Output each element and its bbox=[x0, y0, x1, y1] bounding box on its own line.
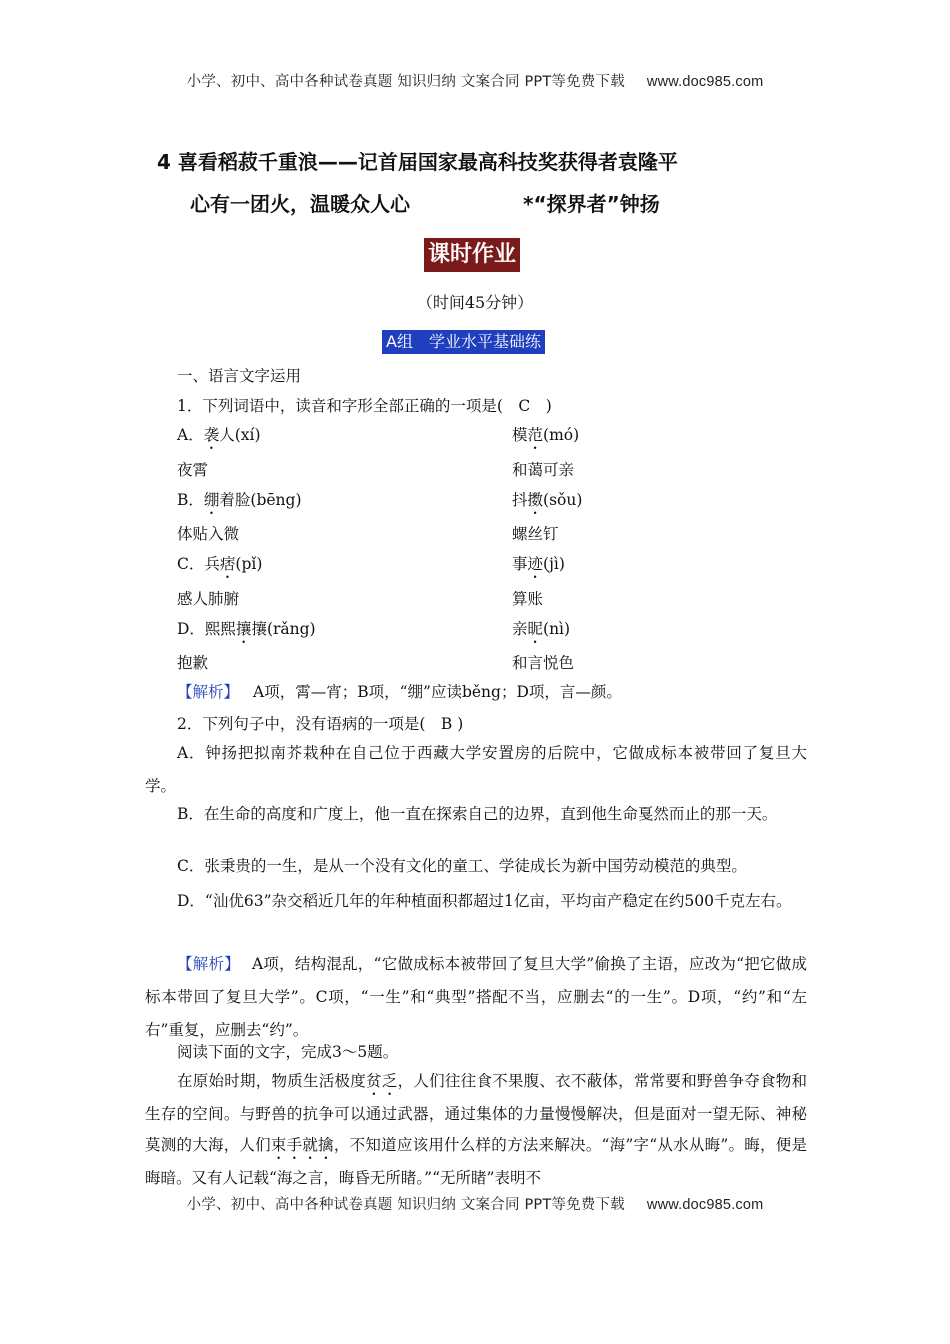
q1-option-a bbox=[177, 523, 239, 552]
q1-option-a bbox=[177, 652, 208, 681]
option-text: 攘(rǎng) bbox=[251, 620, 316, 638]
lesson-badge: 课时作业 bbox=[424, 238, 520, 272]
option-text: (sǒu) bbox=[543, 491, 583, 509]
passage-text: 在原始时期，物质生活极度 bbox=[177, 1072, 367, 1090]
reading-intro: 阅读下面的文字，完成3～5题。 bbox=[177, 1043, 399, 1061]
option-text: (pǐ) bbox=[235, 555, 263, 573]
group-badge: A组 学业水平基础练 bbox=[382, 330, 545, 354]
passage-emphasis: 贫乏 bbox=[366, 1072, 398, 1090]
footer-text: 小学、初中、高中各种试卷真题 知识归纳 文案合同 PPT等免费下载 bbox=[186, 1197, 625, 1213]
q1-option-a bbox=[177, 553, 262, 582]
header-url[interactable]: www.doc985.com bbox=[646, 74, 764, 90]
q2-option-a: A．钟扬把拟南芥栽种在自己位于西藏大学安置房的后院中，它做成标本被带回了复旦大学。 bbox=[145, 744, 807, 795]
analysis-text: A项，结构混乱，“它做成标本被带回了复旦大学”偷换了主语，应改为“把它做成标本带回了复旦大学”。C项，“一生”和“典型”搭配不当，应删去“的一生”。D项，“约”和“左右”重复，应删去“约”。 bbox=[145, 955, 807, 1039]
q2-analysis bbox=[145, 948, 807, 1047]
q1-option-b bbox=[512, 553, 565, 582]
footer-url[interactable]: www.doc985.com bbox=[646, 1197, 764, 1213]
q1-option-a bbox=[177, 459, 208, 488]
option-text: 抖 bbox=[512, 491, 528, 509]
option-text: 螺丝钉 bbox=[512, 525, 559, 543]
title-line1: 4 喜看稻菽千重浪——记首届国家最高科技奖获得者袁隆平 bbox=[157, 150, 678, 174]
title-line2-right: *“探界者”钟扬 bbox=[523, 192, 660, 216]
q1-option-a bbox=[177, 588, 239, 617]
emphasis-char: 攘 bbox=[235, 620, 252, 638]
q1-option-b bbox=[512, 618, 570, 647]
header-text: 小学、初中、高中各种试卷真题 知识归纳 文案合同 PPT等免费下载 bbox=[186, 74, 625, 90]
q1-option-b bbox=[512, 489, 582, 518]
q1-analysis bbox=[177, 681, 622, 703]
emphasis-char: 绷 bbox=[203, 491, 220, 509]
emphasis-char: 范 bbox=[527, 426, 544, 444]
reading-passage bbox=[145, 1066, 807, 1194]
q1-option-b bbox=[512, 459, 574, 488]
option-text: 抱歉 bbox=[177, 654, 209, 672]
section-heading: 一、语言文字运用 bbox=[177, 367, 302, 385]
q1-option-b bbox=[512, 523, 559, 552]
option-text: 模 bbox=[512, 426, 528, 444]
analysis-text: A项，霄—宵；B项，“绷”应读běng；D项，言—颜。 bbox=[253, 683, 622, 701]
option-text: B． bbox=[177, 491, 204, 509]
option-text: D．熙熙 bbox=[177, 620, 236, 638]
time-note: （时间45分钟） bbox=[416, 293, 534, 312]
q2-option-b: B．在生命的高度和广度上，他一直在探索自己的边界，直到他生命戛然而止的那一天。 bbox=[177, 805, 778, 823]
q1-option-b bbox=[512, 588, 543, 617]
page-header bbox=[0, 70, 950, 91]
option-text: 人(xí) bbox=[219, 426, 261, 444]
passage-text: ，不知道应该用什么样的方法来解决。“海”字“从水从晦”。晦，便是晦暗。又有人记载“海之言，晦昏无所睹。”“无所睹”表明不 bbox=[145, 1136, 807, 1187]
q2-stem: 2．下列句子中，没有语病的一项是( B ) bbox=[177, 715, 464, 733]
emphasis-char: 昵 bbox=[527, 620, 544, 638]
option-text: 事 bbox=[512, 555, 528, 573]
option-text: 感人肺腑 bbox=[177, 590, 240, 608]
option-text: 夜霄 bbox=[177, 461, 209, 479]
analysis-label: 【解析】 bbox=[177, 955, 240, 973]
q1-option-a bbox=[177, 424, 261, 453]
title-line2-left: 心有一团火，温暖众人心 bbox=[190, 192, 410, 216]
q1-option-b bbox=[512, 424, 579, 453]
q2-option-c: C．张秉贵的一生，是从一个没有文化的童工、学徒成长为新中国劳动模范的典型。 bbox=[177, 857, 747, 875]
option-text: (mó) bbox=[543, 426, 580, 444]
emphasis-char: 痞 bbox=[219, 555, 236, 573]
passage-text: ，人们往往食不果腹、衣不蔽体，常常要和野兽争夺食物和生存的空间。与野兽的抗争可以通过武器，通过集体的力量慢慢解决，但是面对一望无际、神秘莫测的大海，人们 bbox=[145, 1072, 807, 1154]
q1-option-b bbox=[512, 652, 574, 681]
option-text: 亲 bbox=[512, 620, 528, 638]
q1-option-a bbox=[177, 618, 316, 647]
option-text: 算账 bbox=[512, 590, 544, 608]
q2-option-d: D．“汕优63”杂交稻近几年的年种植面积都超过1亿亩，平均亩产稳定在约500千克左右。 bbox=[177, 892, 792, 910]
q1-stem: 1．下列词语中，读音和字形全部正确的一项是( C ) bbox=[177, 397, 552, 415]
option-text: 体贴入微 bbox=[177, 525, 240, 543]
q1-option-a bbox=[177, 489, 302, 518]
emphasis-char: 迹 bbox=[527, 555, 544, 573]
option-text: 和蔼可亲 bbox=[512, 461, 575, 479]
option-text: 和言悦色 bbox=[512, 654, 575, 672]
emphasis-char: 袭 bbox=[203, 426, 220, 444]
emphasis-char: 擞 bbox=[527, 491, 544, 509]
page-footer bbox=[0, 1193, 950, 1214]
option-text: A． bbox=[177, 426, 204, 444]
option-text: (nì) bbox=[543, 620, 571, 638]
option-text: C．兵 bbox=[177, 555, 220, 573]
analysis-label: 【解析】 bbox=[177, 683, 240, 701]
option-text: (jì) bbox=[543, 555, 565, 573]
option-text: 着脸(bēng) bbox=[219, 491, 302, 509]
passage-emphasis: 束手就擒 bbox=[270, 1136, 334, 1154]
